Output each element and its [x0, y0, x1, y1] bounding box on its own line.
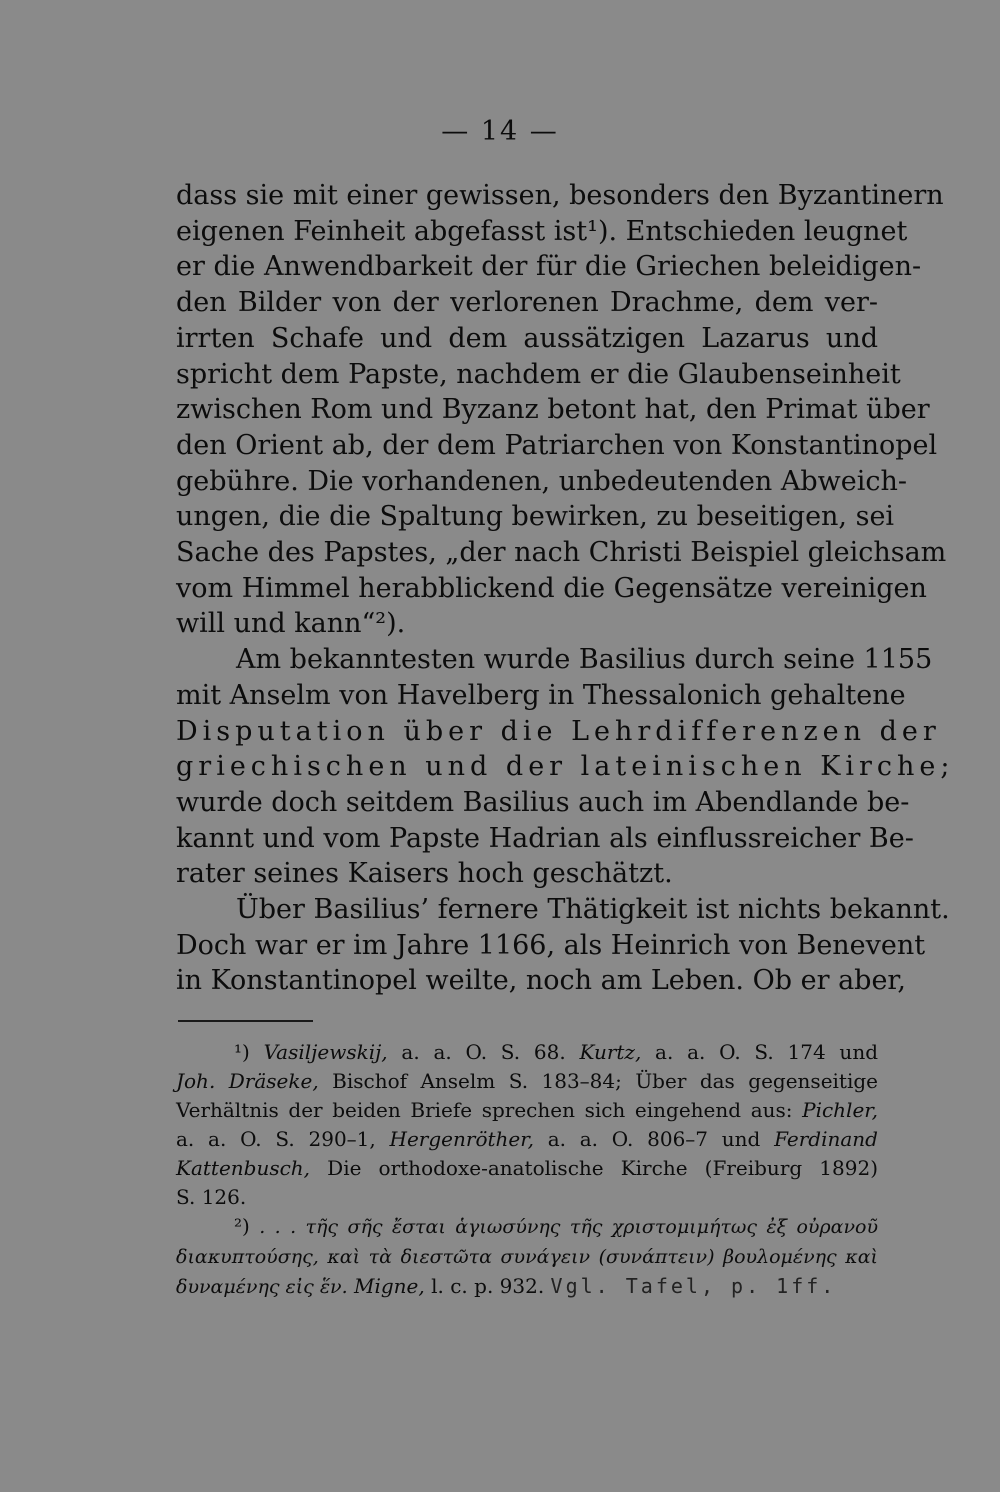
text-line: vom Himmel herabblickend die Gegensätze vereinigen	[176, 572, 927, 604]
footnote-2	[176, 1212, 878, 1302]
text-line: spricht dem Papste, nachdem er die Glaubenseinheit	[176, 358, 901, 390]
footnote-line	[176, 1272, 878, 1302]
author-name: Migne,	[347, 1274, 425, 1298]
text-line: er die Anwendbarkeit der für die Griechen beleidigen-	[176, 251, 922, 283]
citation-text: a. a. O. 806–7 und	[533, 1127, 775, 1151]
footnote-marker: ¹)	[234, 1040, 250, 1064]
footnote-line	[176, 1154, 878, 1183]
text-line: ungen, die die Spaltung bewirken, zu beseitigen, sei	[176, 501, 895, 533]
footnote-line	[176, 1096, 878, 1125]
footnote-line	[176, 1067, 878, 1096]
footnote-1	[176, 1038, 878, 1212]
citation-text: Bischof Anselm S. 183–84; Über das gegenseitige	[318, 1069, 878, 1093]
text-line: kannt und vom Papste Hadrian als einflussreicher Be-	[176, 822, 914, 854]
handwritten-annotation: Vgl. Tafel, p. 1ff.	[550, 1274, 837, 1298]
citation-text: a. a. O. S. 68.	[387, 1040, 580, 1064]
footnote-line	[176, 1242, 878, 1272]
footnote-line: S. 126.	[176, 1185, 247, 1209]
text-line: Sache des Papstes, „der nach Christi Beispiel gleichsam	[176, 537, 947, 569]
text-line-spaced: griechischen und der lateinischen Kirche;	[176, 751, 955, 783]
text-line: rater seines Kaisers hoch geschätzt.	[176, 858, 673, 890]
text-line: zwischen Rom und Byzanz betont hat, den Primat über	[176, 394, 930, 426]
author-name: Hergenröther,	[389, 1127, 534, 1151]
citation-text: Verhältnis der beiden Briefe sprechen sich eingehend aus:	[176, 1098, 803, 1122]
text-line: dass sie mit einer gewissen, besonders den Byzantinern	[176, 180, 944, 211]
text-line: den Orient ab, der dem Patriarchen von Konstantinopel	[176, 429, 938, 461]
text-line: Am bekanntesten wurde Basilius durch seine 1155	[236, 644, 933, 676]
footnote-line	[176, 1125, 878, 1154]
greek-quote: . . . τῆς σῆς ἔσται ἁγιωσύνης τῆς χριστομιμήτως ἐξ οὐρανοῦ	[249, 1216, 878, 1238]
citation-text: a. a. O. S. 174 und	[641, 1040, 879, 1064]
greek-quote: διακυπτούσης, καὶ τὰ διεστῶτα συνάγειν (συνάπτειν) βουλομένης καὶ	[176, 1246, 878, 1268]
text-line: Doch war er im Jahre 1166, als Heinrich von Benevent	[176, 929, 926, 961]
author-name: Ferdinand	[774, 1127, 878, 1151]
author-name: Vasiljewskij,	[263, 1040, 388, 1064]
footnote-line	[176, 1212, 878, 1242]
text-line: Über Basilius’ fernere Thätigkeit ist nichts bekannt.	[236, 894, 950, 926]
text-line: gebühre. Die vorhandenen, unbedeutenden Abweich-	[176, 465, 907, 497]
author-name: Pichler,	[802, 1098, 878, 1122]
footnote-divider	[178, 1020, 313, 1022]
citation-text: a. a. O. S. 290–1,	[176, 1127, 390, 1151]
citation-text: l. c. p. 932.	[424, 1274, 551, 1298]
text-line: will und kann“²).	[176, 608, 406, 640]
footnote-marker: ²)	[234, 1214, 250, 1238]
footnote-line	[176, 1038, 878, 1067]
text-line: in Konstantinopel weilte, noch am Leben. Ob er aber,	[176, 965, 906, 997]
footnotes	[176, 1038, 878, 1302]
greek-quote: δυναμένης εἰς ἕν.	[176, 1276, 348, 1298]
text-line: irrten Schafe und dem aussätzigen Lazarus und	[176, 322, 878, 354]
text-line: eigenen Feinheit abgefasst ist¹). Entschieden leugnet	[176, 215, 908, 247]
text-line-spaced: Disputation über die Lehrdifferenzen der	[176, 715, 941, 747]
text-line: wurde doch seitdem Basilius auch im Abendlande be-	[176, 786, 910, 818]
text-line: mit Anselm von Havelberg in Thessalonich gehaltene	[176, 679, 906, 711]
author-name: Joh. Dräseke,	[176, 1069, 319, 1093]
text-line: den Bilder von der verlorenen Drachme, dem ver-	[176, 287, 878, 319]
author-name: Kurtz,	[579, 1040, 642, 1064]
author-name: Kattenbusch,	[176, 1156, 311, 1180]
main-text	[176, 178, 955, 999]
citation-text: Die orthodoxe-anatolische Kirche (Freiburg 1892)	[310, 1156, 878, 1180]
page-number: — 14 —	[441, 116, 559, 147]
